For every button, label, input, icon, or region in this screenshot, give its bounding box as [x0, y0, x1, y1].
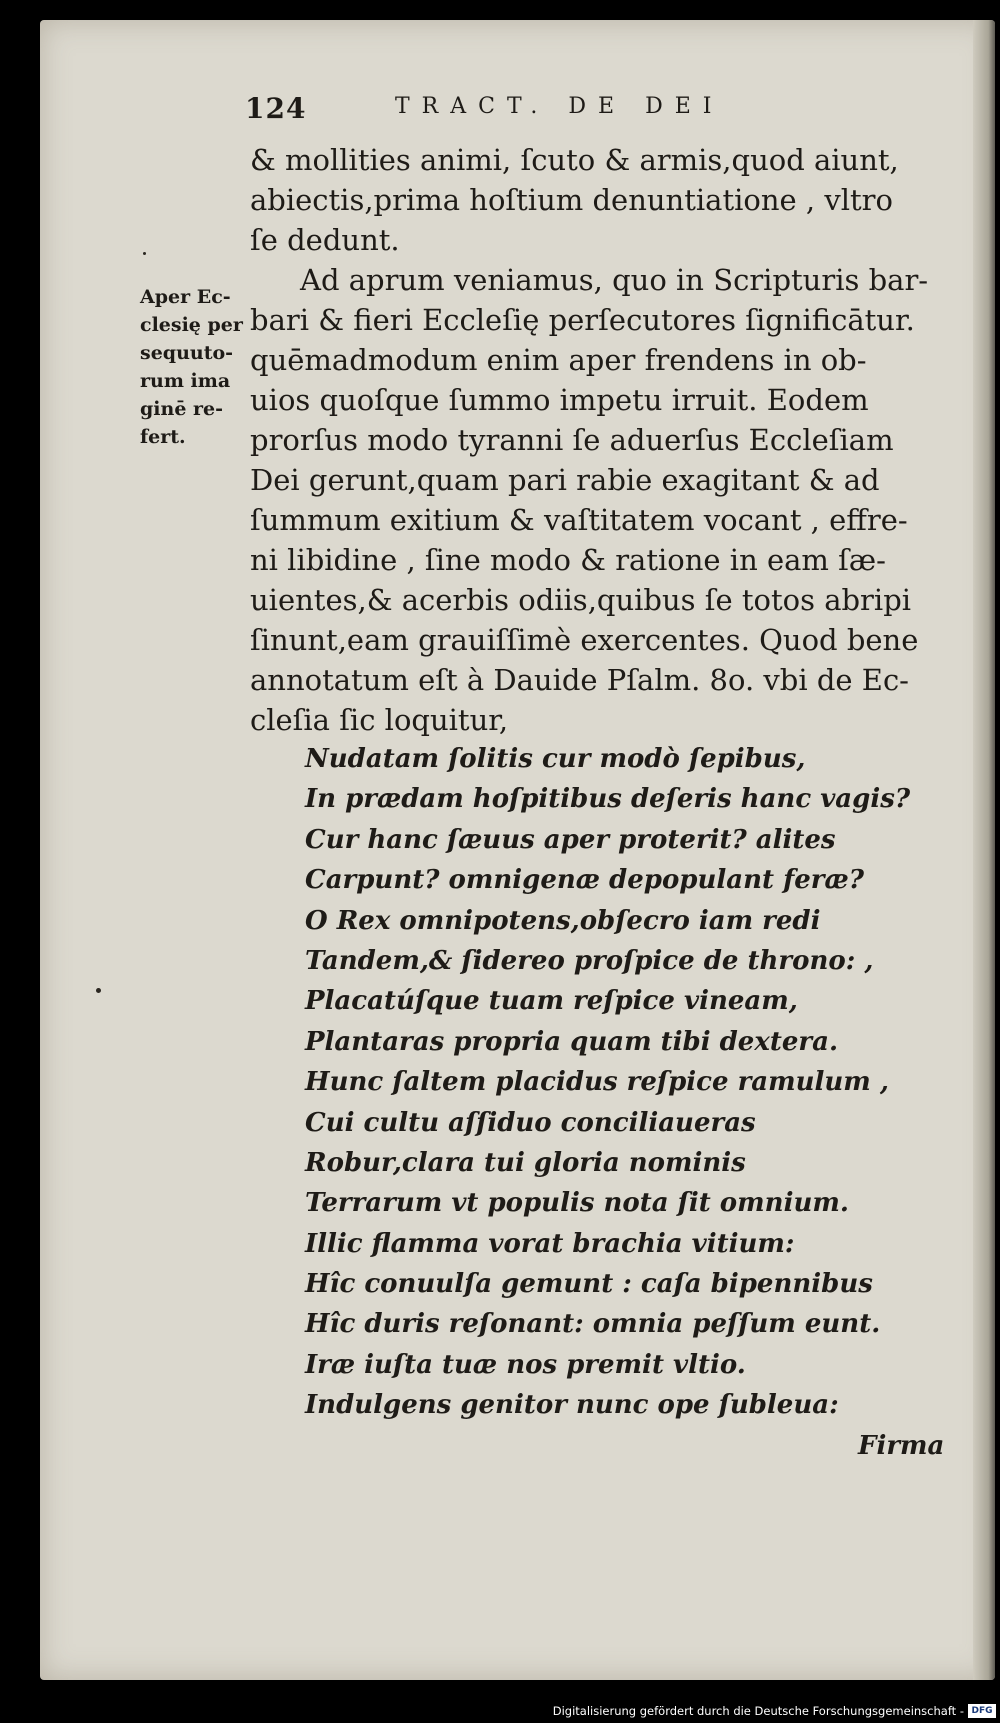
page-gutter-edge	[973, 20, 995, 1680]
body-line: cleſia ſic loquitur,	[250, 703, 509, 737]
body-line: ſummum exitium & vaſtitatem vocant , effre-	[250, 503, 908, 537]
marginal-note-line: clesię per	[140, 314, 243, 336]
verse-line: Plantaras propria quam tibi dextera.	[305, 1026, 838, 1057]
body-line: annotatum eſt à Dauide Pſalm. 8o. vbi de Ec-	[250, 663, 909, 697]
dfg-logo: DFG	[968, 1704, 996, 1718]
verse-line: Nudatam ſolitis cur modò ſepibus,	[305, 744, 806, 774]
verse-line: Illic flamma vorat brachia vitium:	[305, 1228, 795, 1259]
page-number: 124	[245, 92, 307, 125]
body-line: abiectis,prima hoſtium denuntiatione , vltro	[250, 183, 893, 217]
verse-line: Tandem,& ſidereo proſpice de throno: ,	[305, 945, 874, 976]
marginal-note-line: sequuto-	[140, 342, 234, 364]
body-line: ſe dedunt.	[250, 223, 400, 257]
verse-line: Iræ iuſta tuæ nos premit vltio.	[305, 1349, 746, 1380]
marginal-note-line: rum ima	[140, 370, 231, 392]
body-line: Dei gerunt,quam pari rabie exagitant & ad	[250, 463, 880, 497]
running-head: TRACT. DE DEI	[395, 94, 724, 119]
marginal-note-line: Aper Ec-	[140, 286, 231, 308]
body-text	[250, 140, 929, 740]
body-line: bari & fieri Eccleſię perſecutores ſignificātur.	[250, 303, 915, 337]
digitization-credit: Digitalisierung gefördert durch die Deutsche Forschungsgemeinschaft -	[552, 1704, 964, 1718]
verse-line: Hunc ſaltem placidus reſpice ramulum ,	[305, 1067, 889, 1098]
body-line: uios quoſque ſummo impetu irruit. Eodem	[250, 383, 869, 417]
body-line: quēmadmodum enim aper frendens in ob-	[250, 343, 867, 377]
verse-line: Cui cultu aſſiduo conciliaueras	[305, 1107, 756, 1138]
ink-speck	[96, 988, 101, 993]
verse-line: Hîc duris reſonant: omnia peſſum eunt.	[305, 1309, 881, 1340]
marginal-note-line: fert.	[140, 426, 186, 448]
body-line: ni libidine , ſine modo & ratione in eam ſæ-	[250, 543, 886, 577]
verse-line: Cur hanc ſæuus aper proterit? alites	[305, 824, 836, 855]
marginal-note-line: ginē re-	[140, 398, 224, 420]
body-line: uientes,& acerbis odiis,quibus ſe totos abripi	[250, 583, 912, 617]
body-line: prorſus modo tyranni ſe aduerſus Eccleſiam	[250, 423, 894, 457]
verse-line: Carpunt? omnigenæ depopulant feræ?	[305, 865, 864, 896]
verse-line: Placatúſque tuam reſpice vineam,	[305, 986, 798, 1017]
psalm-verse	[305, 739, 925, 1426]
verse-line: Indulgens genitor nunc ope ſubleua:	[305, 1390, 839, 1421]
body-line: ſinunt,eam grauiſſimè exercentes. Quod bene	[250, 623, 919, 657]
marginal-note	[140, 283, 250, 451]
verse-line: In prædam hoſpitibus deſeris hanc vagis?	[305, 784, 911, 815]
verse-line: O Rex omnipotens,obſecro iam redi	[305, 905, 821, 936]
ink-speck	[143, 252, 146, 255]
verse-line: Terrarum vt populis nota ſit omnium.	[305, 1188, 849, 1219]
body-line: Ad aprum veniamus, quo in Scripturis bar-	[300, 263, 929, 297]
page-header	[245, 92, 845, 132]
verse-line: Robur,clara tui gloria nominis	[305, 1147, 746, 1178]
catchword: Firma	[858, 1431, 945, 1461]
body-line: & mollities animi, ſcuto & armis,quod aiunt,	[250, 143, 899, 177]
verse-line: Hîc conuulſa gemunt : caſa bipennibus	[305, 1269, 873, 1300]
